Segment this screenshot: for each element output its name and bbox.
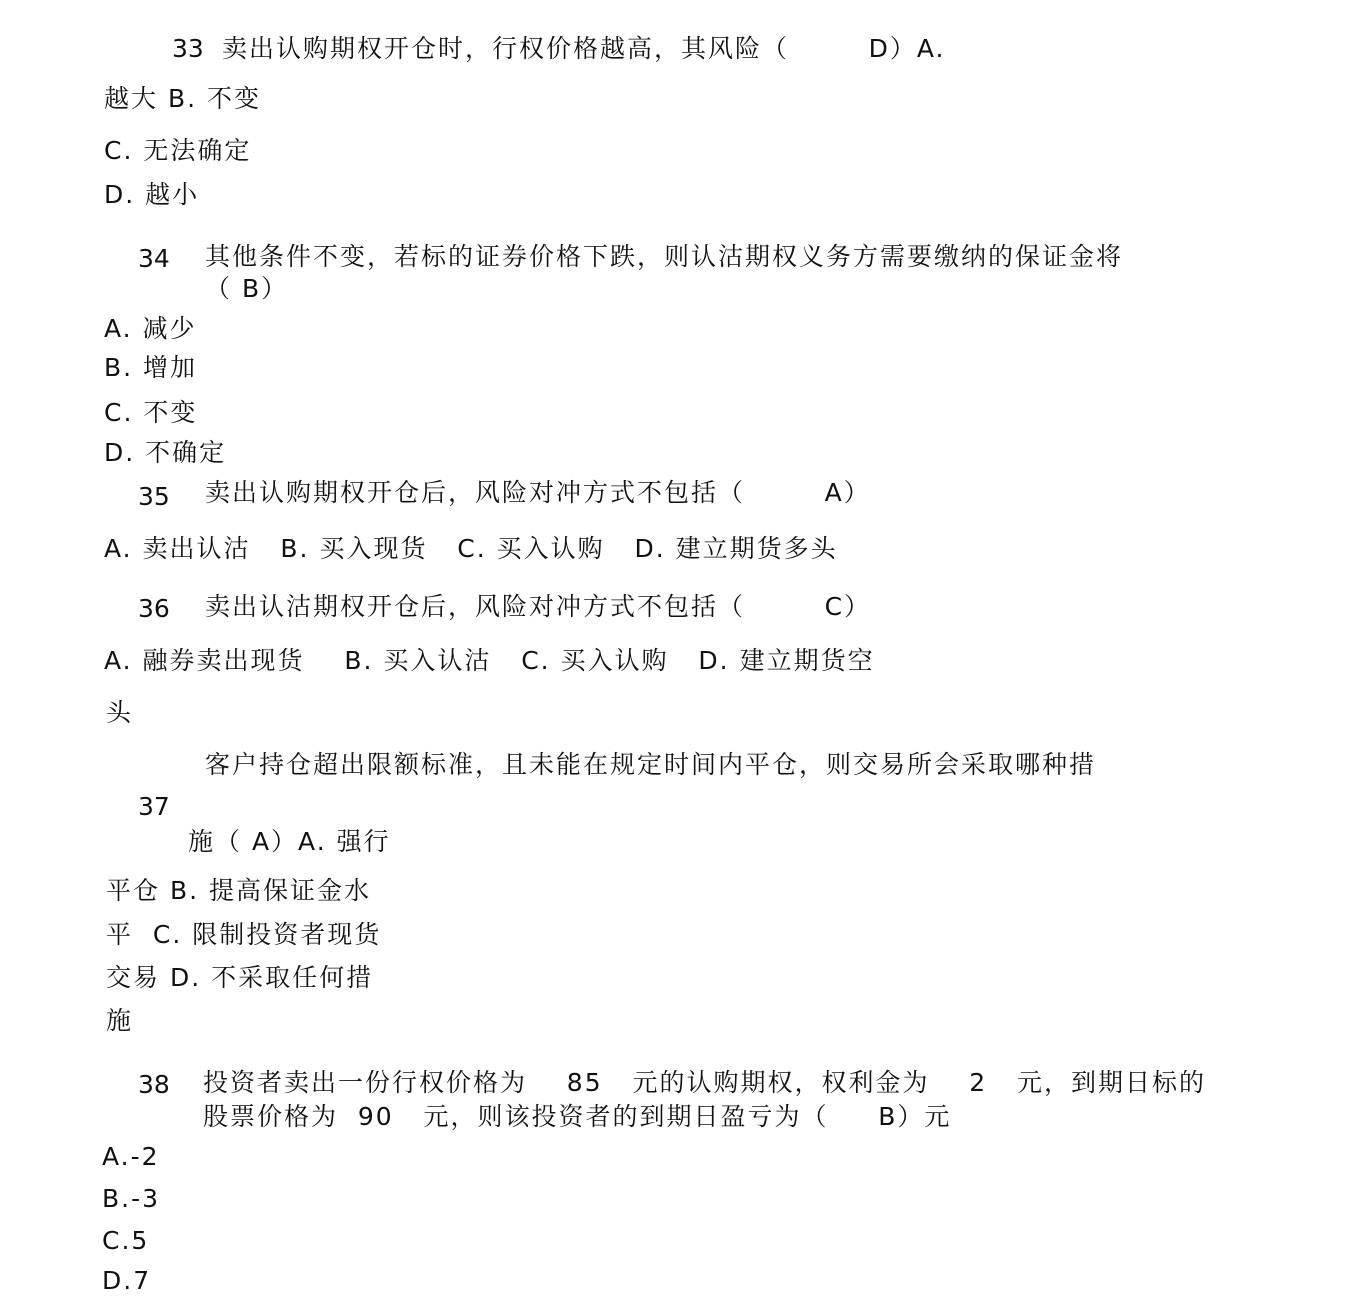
q36-number: 36 bbox=[138, 594, 170, 623]
q33-line3: C. 无法确定 bbox=[104, 136, 252, 165]
q34-option-a: A. 减少 bbox=[104, 314, 197, 343]
q38-stem-line2: 股票价格为 90 元，则该投资者的到期日盈亏为（ B）元 bbox=[203, 1102, 952, 1131]
q35-stem: 卖出认购期权开仓后，风险对冲方式不包括（ A） bbox=[205, 478, 871, 507]
q34-option-d: D. 不确定 bbox=[104, 438, 227, 467]
q34-number: 34 bbox=[138, 244, 170, 273]
q37-line3: 平仓 B. 提高保证金水 bbox=[106, 876, 371, 905]
q36-stem: 卖出认沽期权开仓后，风险对冲方式不包括（ C） bbox=[205, 592, 872, 621]
q38-option-b: B.-3 bbox=[102, 1184, 161, 1213]
q35-number: 35 bbox=[138, 482, 170, 511]
q37-number: 37 bbox=[138, 792, 170, 821]
q36-options-line2: 头 bbox=[106, 698, 134, 727]
q34-stem: 其他条件不变，若标的证券价格下跌，则认沽期权义务方需要缴纳的保证金将 bbox=[205, 242, 1124, 271]
q38-stem-line1: 投资者卖出一份行权价格为 85 元的认购期权，权利金为 2 元，到期日标的 bbox=[203, 1068, 1206, 1097]
q34-answer: （ B） bbox=[205, 274, 289, 303]
q33-number: 33 bbox=[172, 34, 204, 63]
q38-number: 38 bbox=[138, 1070, 170, 1099]
q34-option-b: B. 增加 bbox=[104, 353, 198, 382]
q37-stem-line2: 施（ A）A. 强行 bbox=[188, 827, 391, 856]
q38-option-c: C.5 bbox=[102, 1226, 150, 1255]
q33-line4: D. 越小 bbox=[104, 180, 200, 209]
q38-option-a: A.-2 bbox=[102, 1142, 160, 1171]
q37-stem-line1: 客户持仓超出限额标准，且未能在规定时间内平仓，则交易所会采取哪种措 bbox=[205, 750, 1097, 779]
q33-stem: 卖出认购期权开仓时，行权价格越高，其风险（ D）A. bbox=[222, 34, 946, 63]
q36-options-line1: A. 融券卖出现货 B. 买入认沽 C. 买入认购 D. 建立期货空 bbox=[104, 646, 875, 675]
q33-line2: 越大 B. 不变 bbox=[104, 84, 261, 113]
q35-options: A. 卖出认沽 B. 买入现货 C. 买入认购 D. 建立期货多头 bbox=[104, 534, 838, 563]
q38-option-d: D.7 bbox=[102, 1266, 152, 1295]
q37-line4: 平 C. 限制投资者现货 bbox=[106, 920, 382, 949]
q37-line6: 施 bbox=[106, 1006, 134, 1035]
q34-option-c: C. 不变 bbox=[104, 398, 198, 427]
q37-line5: 交易 D. 不采取任何措 bbox=[106, 963, 374, 992]
